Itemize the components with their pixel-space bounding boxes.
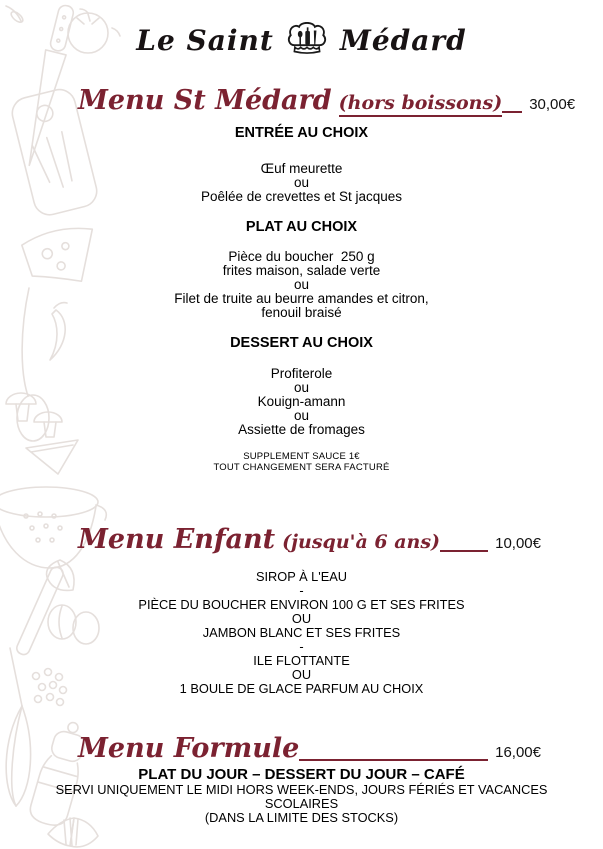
menu-line: Kouign-amann	[257, 394, 346, 409]
menu-line: Œuf meurette	[260, 161, 343, 176]
leader-line	[502, 111, 522, 113]
plat-items	[0, 250, 603, 320]
condition-line: SCOLAIRES	[264, 796, 339, 811]
supplement-note	[0, 451, 603, 473]
menu-line: Poêlée de crevettes et St jacques	[200, 189, 403, 204]
note-line: TOUT CHANGEMENT SERA FACTURÉ	[213, 462, 390, 473]
chef-hat-icon	[286, 22, 328, 60]
section-heading-dessert: DESSERT AU CHOIX	[230, 335, 373, 351]
menu-subtitle: (hors boissons)	[339, 92, 503, 117]
leader-line	[440, 550, 488, 552]
leader-line	[299, 759, 488, 761]
dessert-items	[0, 367, 603, 437]
menu-subtitle: (jusqu'à 6 ans)	[282, 531, 441, 553]
item-separator: -	[299, 583, 304, 598]
choice-separator: OU	[291, 667, 312, 682]
menu-line: Profiterole	[270, 366, 333, 381]
menu-line: JAMBON BLANC ET SES FRITES	[202, 625, 401, 640]
choice-separator: OU	[291, 611, 312, 626]
condition-line: (DANS LA LIMITE DES STOCKS)	[204, 810, 399, 825]
menu-line: ILE FLOTTANTE	[253, 653, 350, 668]
note-line: SUPPLEMENT SAUCE 1€	[243, 451, 360, 462]
section-heading-entree: ENTRÉE AU CHOIX	[234, 125, 369, 141]
menu-line: SIROP À L'EAU	[255, 569, 348, 584]
menu-line: PIÈCE DU BOUCHER ENVIRON 100 G ET SES FRITES	[138, 597, 465, 612]
item-separator: -	[299, 639, 304, 654]
menu-price: 16,00€	[495, 744, 541, 761]
choice-separator: ou	[293, 380, 310, 395]
enfant-items	[0, 570, 603, 696]
choice-separator: ou	[293, 277, 310, 292]
menu-price: 30,00€	[529, 96, 576, 113]
menu-title: Menu Enfant	[78, 524, 276, 555]
menu-line: frites maison, salade verte	[222, 263, 381, 278]
formule-headline: PLAT DU JOUR – DESSERT DU JOUR – CAFÉ	[138, 766, 465, 783]
menu-title: Menu Formule	[78, 733, 300, 764]
formule-conditions	[0, 783, 603, 825]
entree-items	[0, 162, 603, 204]
menu-line: 1 BOULE DE GLACE PARFUM AU CHOIX	[179, 681, 424, 696]
menu-line: Assiette de fromages	[238, 422, 365, 437]
menu-st-medard-heading	[78, 84, 576, 118]
menu-price: 10,00€	[495, 535, 541, 552]
menu-formule-heading	[78, 732, 541, 766]
menu-enfant-heading	[78, 523, 541, 557]
restaurant-header	[0, 0, 603, 60]
condition-line: SERVI UNIQUEMENT LE MIDI HORS WEEK-ENDS, JOURS FÉRIÉS ET VACANCES	[55, 782, 548, 797]
choice-separator: ou	[293, 175, 310, 190]
menu-line: fenouil braisé	[261, 305, 342, 320]
restaurant-name-right: Médard	[339, 24, 467, 57]
menu-line: Pièce du boucher 250 g	[228, 249, 375, 264]
restaurant-name-left: Le Saint	[136, 24, 274, 57]
section-heading-plat: PLAT AU CHOIX	[245, 219, 358, 235]
menu-title: Menu St Médard	[78, 85, 332, 116]
choice-separator: ou	[293, 408, 310, 423]
menu-line: Filet de truite au beurre amandes et citron,	[174, 291, 429, 306]
